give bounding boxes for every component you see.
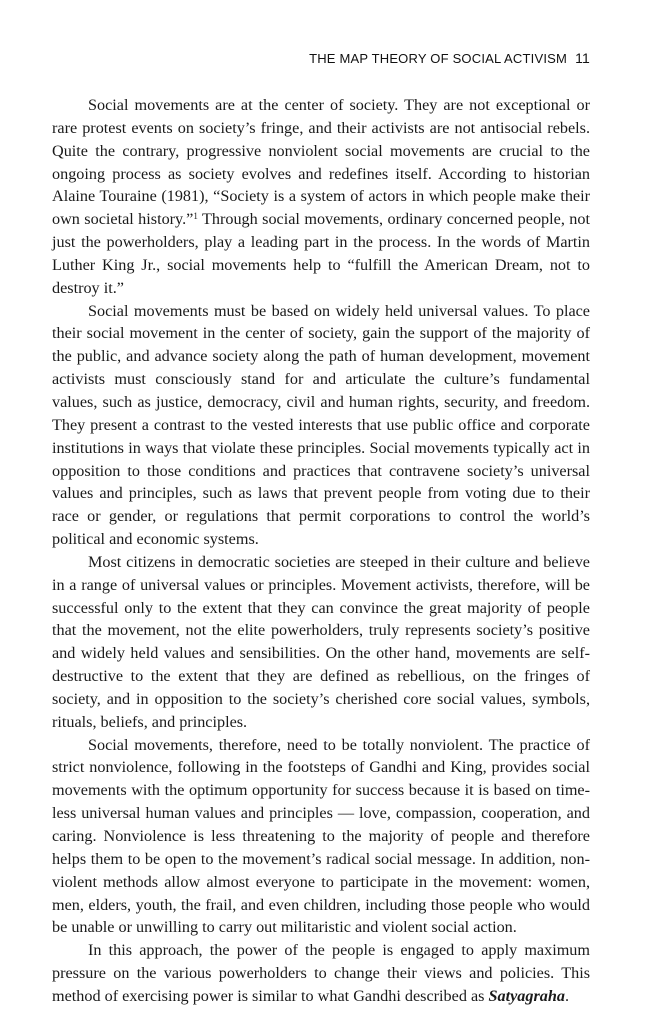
running-head xyxy=(309,50,590,66)
paragraph-5-text-a: In this approach, the power of the people is engaged to apply maximum pressure on the various powerholders to change their views and policies. This method of exercising power is similar to what Gandhi described as xyxy=(52,941,590,1005)
running-title: THE MAP THEORY OF SOCIAL ACTIVISM xyxy=(309,51,568,66)
paragraph-5 xyxy=(52,939,590,1008)
paragraph-5-text-b: . xyxy=(564,986,570,1005)
footnote-reference[interactable]: 1 xyxy=(193,211,198,222)
paragraph-4: Social movements, therefore, need to be totally nonviolent. The practice of strict nonviolence, following in the footsteps of Gandhi and King, provides social movements with the optimum opportunity for success because it is based on time-less universal human values and principles — love, compassion, cooperation, and caring. Nonviolence is less threatening to the majority of people and therefore helps them to be open to the movement’s radical social message. In addition, non-violent methods allow almost everyone to participate in the movement: women, men, elders, youth, the frail, and even children, including those people who would be unable or unwilling to carry out militaristic and violent social action. xyxy=(52,735,590,937)
paragraph-1-text-b: Through social movements, ordinary concerned people, not just the powerholders, play a leading part in the process. In the words of Martin Luther King Jr., social movements help to “fulfill the American Dream, not to destroy it.” xyxy=(52,210,590,297)
paragraph-3: Most citizens in democratic societies are steeped in their culture and believe in a range of universal values or principles. Movement activists, therefore, will be successful only to the extent that they can convince the great majority of people that the movement, not the elite powerholders, truly represents society’s positive and widely held values and sensibilities. On the other hand, movements are self-destructive to the extent that they are defined as rebellious, on the fringes of society, and in opposition to the society’s cherished core social values, symbols, rituals, beliefs, and principles. xyxy=(52,552,590,731)
paragraph-1 xyxy=(52,94,590,300)
body-text xyxy=(52,94,590,1008)
paragraph-1-text-a: Social movements are at the center of society. They are not exceptional or rare protest events on society’s fringe, and their activists are not antisocial rebels. Quite the contrary, progressive nonviolent social movements are crucial to the ongoing process as society evolves and redefines itself. According to historian Alaine Touraine (1981), “Society is a system of actors in which people make their own societal history.” xyxy=(52,96,590,229)
paragraph-2: Social movements must be based on widely held universal values. To place their social movement in the center of society, gain the support of the majority of the public, and advance society along the path of human development, movement activists must consciously stand for and articulate the culture’s fundamental values, such as justice, democracy, civil and human rights, security, and freedom. They present a contrast to the vested interests that use public office and corporate institutions in ways that violate these principles. Social movements typically act in opposition to those conditions and practices that contravene society’s universal values and principles, such as laws that prevent people from voting due to their race or gender, or regulations that permit corporations to control the world’s political and economic systems. xyxy=(52,301,590,549)
page-number: 11 xyxy=(575,50,590,66)
satyagraha-term: Satyagraha xyxy=(488,986,565,1005)
